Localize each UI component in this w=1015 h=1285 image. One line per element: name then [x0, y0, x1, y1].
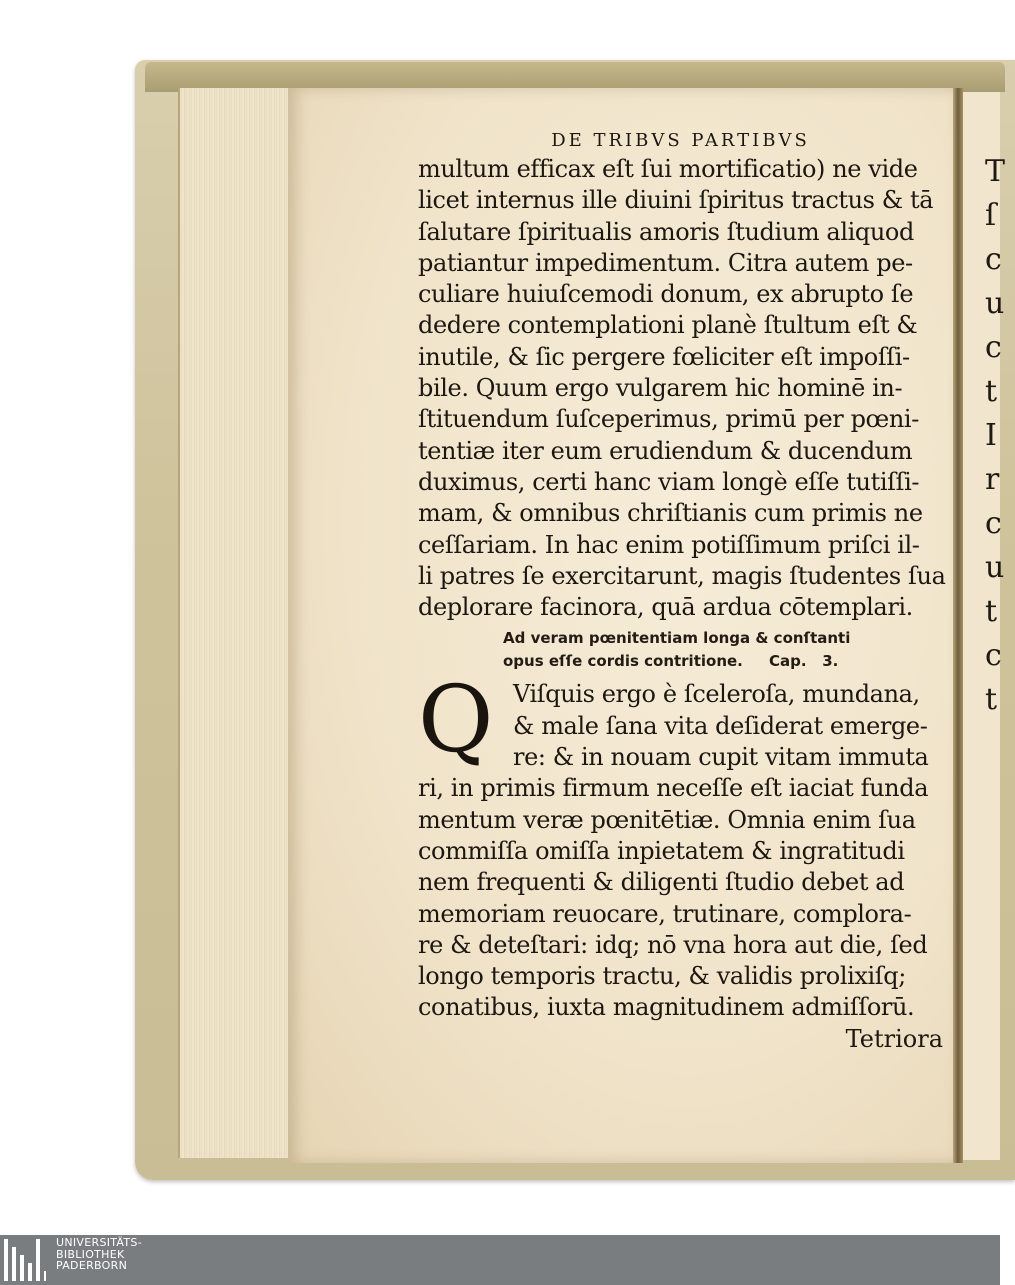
body-line: duximus, certi hanc viam longè eſſe tutiſſi- — [418, 467, 920, 496]
drop-cap-initial: Q — [418, 666, 494, 774]
body-line: multum efficax eſt ſui mortificatio) ne vide — [418, 155, 918, 183]
library-name-line: BIBLIOTHEK — [56, 1247, 125, 1261]
body-bottom — [418, 773, 943, 1023]
library-name-line: UNIVERSITÄTS- — [56, 1236, 142, 1249]
book-gutter — [953, 88, 963, 1163]
catchword: Tetriora — [845, 1024, 943, 1053]
body-top — [418, 154, 946, 623]
text-block — [418, 130, 946, 1055]
body-line: Viſquis ergo è ſceleroſa, mundana, — [513, 680, 920, 709]
body-line: re: & in nouam cupit vitam immuta — [513, 743, 929, 772]
body-line: patiantur impedimentum. Citra autem pe- — [418, 248, 913, 277]
body-line: deplorare facinora, quā ardua cōtemplari. — [418, 593, 913, 622]
page-edges — [178, 88, 290, 1158]
footer-bar — [0, 1235, 1000, 1285]
body-line: inutile, & ſic pergere fœliciter eſt impoſſi- — [418, 342, 910, 371]
body-line: mam, & omnibus chriſtianis cum primis ne — [418, 499, 923, 528]
library-name-line: PADERBORN — [56, 1259, 128, 1272]
body-line: licet internus ille diuini ſpiritus tractus & tā — [418, 186, 934, 215]
initial-paragraph — [418, 666, 943, 774]
body-line: memoriam reuocare, trutinare, complora- — [418, 899, 912, 928]
body-line: li patres ſe exercitarunt, magis ſtudentes ſua — [418, 561, 946, 590]
chapter-heading-line: Ad veram pœnitentiam longa & conſtanti — [503, 629, 851, 648]
body-line: nem frequenti & diligenti ſtudio debet ad — [418, 868, 905, 897]
body-line: re & deteſtari: idq; nō vna hora aut die, ſed — [418, 930, 928, 959]
body-line: ceſſariam. In hac enim potiſſimum priſci il- — [418, 530, 920, 559]
body-line: conatibus, iuxta magnitudinem admiſſorū. — [418, 993, 915, 1022]
body-line: & male ſana vita deſiderat emerge- — [513, 711, 928, 740]
body-line: longo temporis tractu, & validis prolixiſq; — [418, 962, 906, 991]
body-line: mentum veræ pœnitētiæ. Omnia enim ſua — [418, 805, 916, 834]
body-line: commiſſa omiſſa inpietatem & ingratitudi — [418, 836, 905, 865]
chapter-heading-line: opus eſſe cordis contritione. Cap. 3. — [503, 652, 839, 671]
body-line: ſtituendum ſuſceperimus, primū per pœni- — [418, 405, 919, 434]
right-page-letters: T ſ c u c t I r c u t c t — [985, 154, 1006, 717]
library-logo-icon — [4, 1239, 46, 1281]
body-line: ri, in primis firmum neceſſe eſt iaciat funda — [418, 774, 929, 803]
body-line: bile. Quum ergo vulgarem hic hominē in- — [418, 374, 903, 403]
body-line: ſalutare ſpiritualis amoris ſtudium aliquod — [418, 217, 914, 246]
body-line: tentiæ iter eum erudiendum & ducendum — [418, 436, 913, 465]
body-line: culiare huiuſcemodi donum, ex abrupto ſe — [418, 280, 914, 309]
running-head: DE TRIBVS PARTIBVS — [551, 130, 810, 151]
library-name — [56, 1237, 142, 1272]
body-line: dedere contemplationi planè ſtultum eſt & — [418, 311, 918, 340]
chapter-heading — [418, 627, 943, 673]
